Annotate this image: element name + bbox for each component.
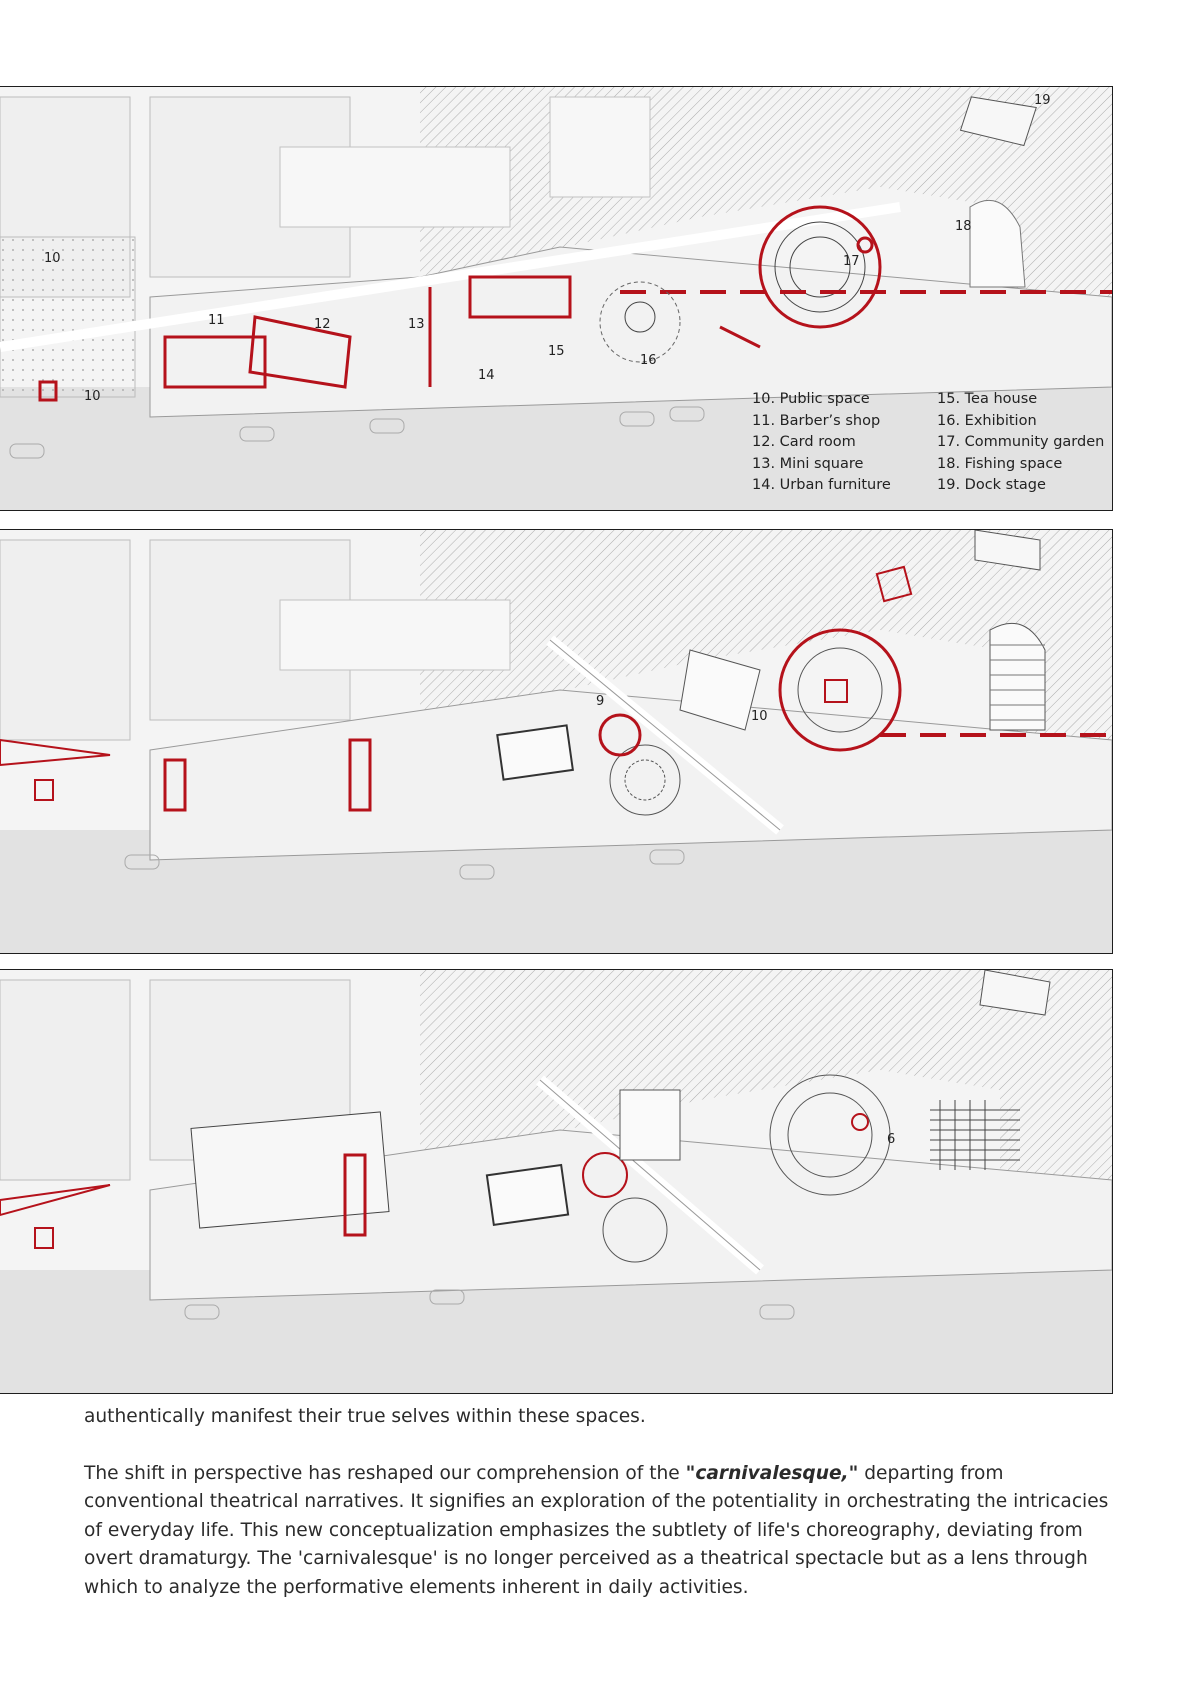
plan-label: 15 xyxy=(548,344,565,359)
legend-item: 18. Fishing space xyxy=(937,455,1063,472)
plan-label: 10 xyxy=(84,389,101,404)
legend-item: 14. Urban furniture xyxy=(752,477,891,494)
plan-label: 10 xyxy=(44,251,61,266)
legend-item: 10. Public space xyxy=(752,391,870,407)
paragraph-carnivalesque xyxy=(84,1460,1114,1603)
site-plan-3 xyxy=(0,969,1113,1394)
site-plan-1 xyxy=(0,86,1113,511)
plan-label: 12 xyxy=(314,317,331,332)
legend-left xyxy=(752,389,891,497)
plan-label: 10 xyxy=(751,709,768,724)
paragraph-text: departing from conventional theatrical narratives. It signifies an exploration of the potentiality in orchestrating the intricacies of everyday life. This new conceptualization emphasizes the subtlety of life's choreography, deviating from overt dramaturgy. The 'carnivalesque' is no longer perceived as a theatrical spectacle but as a lens through which to analyze the performative elements inherent in daily activities. xyxy=(84,1462,1109,1598)
plan-drawing-2 xyxy=(0,530,1112,953)
site-plan-2 xyxy=(0,529,1113,954)
legend-item: 16. Exhibition xyxy=(937,412,1037,429)
plan-label: 6 xyxy=(887,1132,896,1147)
legend-item: 17. Community garden xyxy=(937,434,1105,451)
legend-right xyxy=(937,389,1104,497)
plan-label: 11 xyxy=(208,313,225,328)
plan-label: 16 xyxy=(640,353,657,368)
plan-label: 14 xyxy=(478,368,495,383)
plan-label: 17 xyxy=(843,254,860,269)
paragraph-continued: authentically manifest their true selves within these spaces. xyxy=(84,1406,646,1427)
plan-label: 9 xyxy=(596,694,605,709)
plan-label: 13 xyxy=(408,317,425,332)
plan-drawing-3 xyxy=(0,970,1112,1393)
paragraph-text: The shift in perspective has reshaped our comprehension of the xyxy=(84,1462,686,1484)
body-text xyxy=(84,1403,1114,1603)
legend-item: 12. Card room xyxy=(752,434,856,451)
plan-label: 18 xyxy=(955,219,972,234)
legend-item: 19. Dock stage xyxy=(937,477,1046,494)
legend-item: 11. Barber’s shop xyxy=(752,412,881,429)
legend-item: 13. Mini square xyxy=(752,455,864,472)
legend-item: 15. Tea house xyxy=(937,391,1038,407)
plan-label: 19 xyxy=(1034,93,1051,108)
keyword-carnivalesque: "carnivalesque," xyxy=(685,1462,859,1484)
